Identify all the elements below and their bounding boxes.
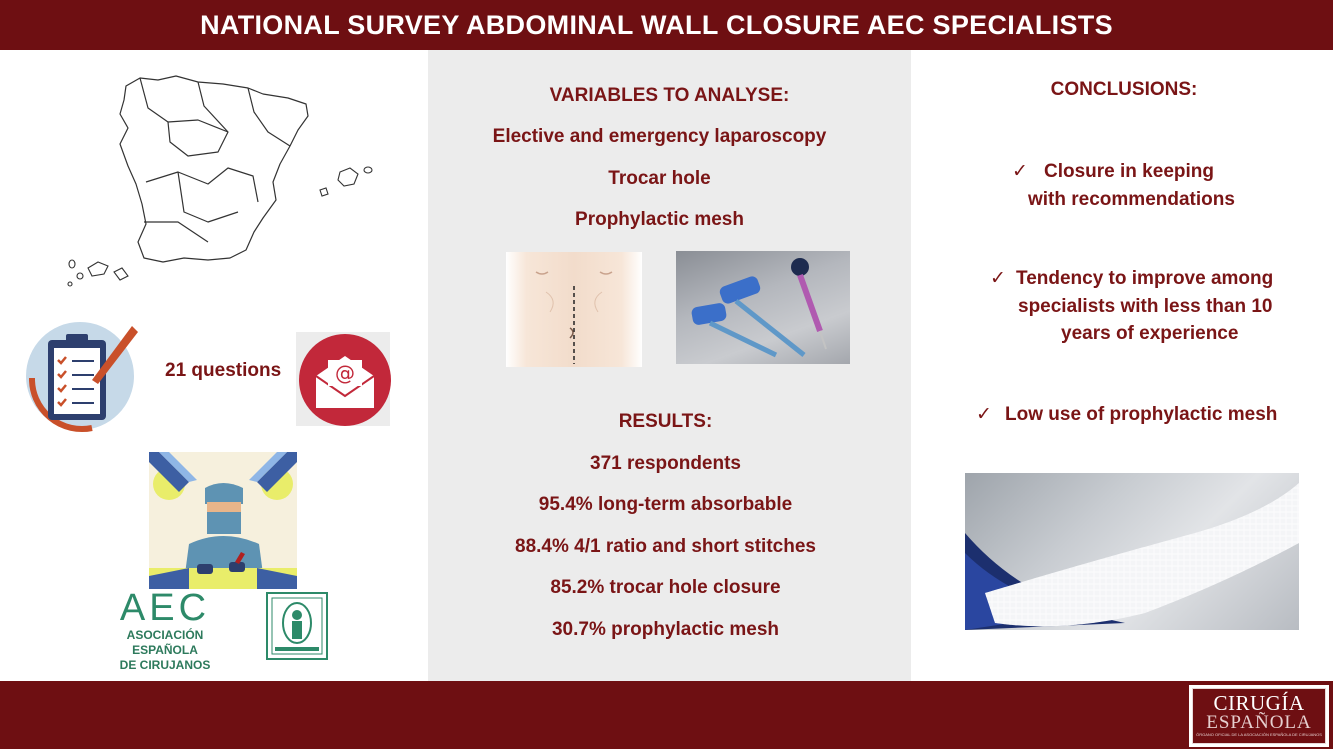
conclusions-heading: CONCLUSIONS: (1050, 79, 1198, 100)
aec-name-line2: DE CIRUJANOS (119, 658, 211, 672)
check-icon: ✓ (990, 268, 1006, 289)
aec-acronym: AEC (119, 587, 211, 629)
journal-name-line1: CIRUGÍA (1213, 691, 1305, 715)
check-icon: ✓ (1012, 161, 1028, 182)
variable-item: Prophylactic mesh (575, 209, 744, 230)
conclusion-line: Low use of prophylactic mesh (1005, 404, 1278, 425)
check-icon: ✓ (976, 404, 992, 425)
aec-seal-icon (263, 589, 331, 663)
result-item: 371 respondents (590, 453, 741, 474)
conclusion-line: with recommendations (1028, 189, 1235, 210)
clipboard-survey-icon (22, 318, 142, 438)
journal-logo (1189, 685, 1329, 747)
page-title: NATIONAL SURVEY ABDOMINAL WALL CLOSURE AEC SPECIALISTS (200, 9, 1113, 40)
result-item: 85.2% trocar hole closure (550, 577, 781, 598)
journal-subtitle: ÓRGANO OFICIAL DE LA ASOCIACIÓN ESPAÑOLA DE CIRUJANOS (1196, 732, 1322, 737)
variable-item: Trocar hole (608, 168, 711, 189)
result-item: 30.7% prophylactic mesh (551, 619, 780, 640)
abdomen-photo (506, 252, 642, 367)
variables-heading: VARIABLES TO ANALYSE: (549, 85, 790, 106)
surgeon-illustration (149, 452, 297, 589)
results-heading: RESULTS: (618, 411, 713, 432)
email-envelope-icon (294, 330, 394, 430)
conclusion-line: Tendency to improve among (1016, 268, 1274, 289)
conclusion-line: specialists with less than 10 (1018, 296, 1273, 317)
header-bar (0, 0, 1333, 50)
conclusion-line: Closure in keeping (1044, 161, 1214, 182)
aec-name-line1: ASOCIACIÓN ESPAÑOLA (126, 628, 204, 657)
aec-logo (100, 587, 230, 672)
conclusion-line: years of experience (1061, 323, 1239, 344)
footer-bar (0, 681, 1333, 749)
journal-name-line2: ESPAÑOLA (1206, 712, 1312, 733)
questions-count: 21 questions (165, 360, 282, 381)
result-item: 88.4% 4/1 ratio and short stitches (515, 536, 816, 557)
svg-text:@: @ (335, 361, 355, 385)
result-item: 95.4% long-term absorbable (538, 494, 793, 515)
spain-map-icon (58, 72, 380, 292)
variable-item: Elective and emergency laparoscopy (492, 126, 827, 147)
trocar-photo (676, 251, 850, 364)
mesh-photo (965, 473, 1299, 630)
